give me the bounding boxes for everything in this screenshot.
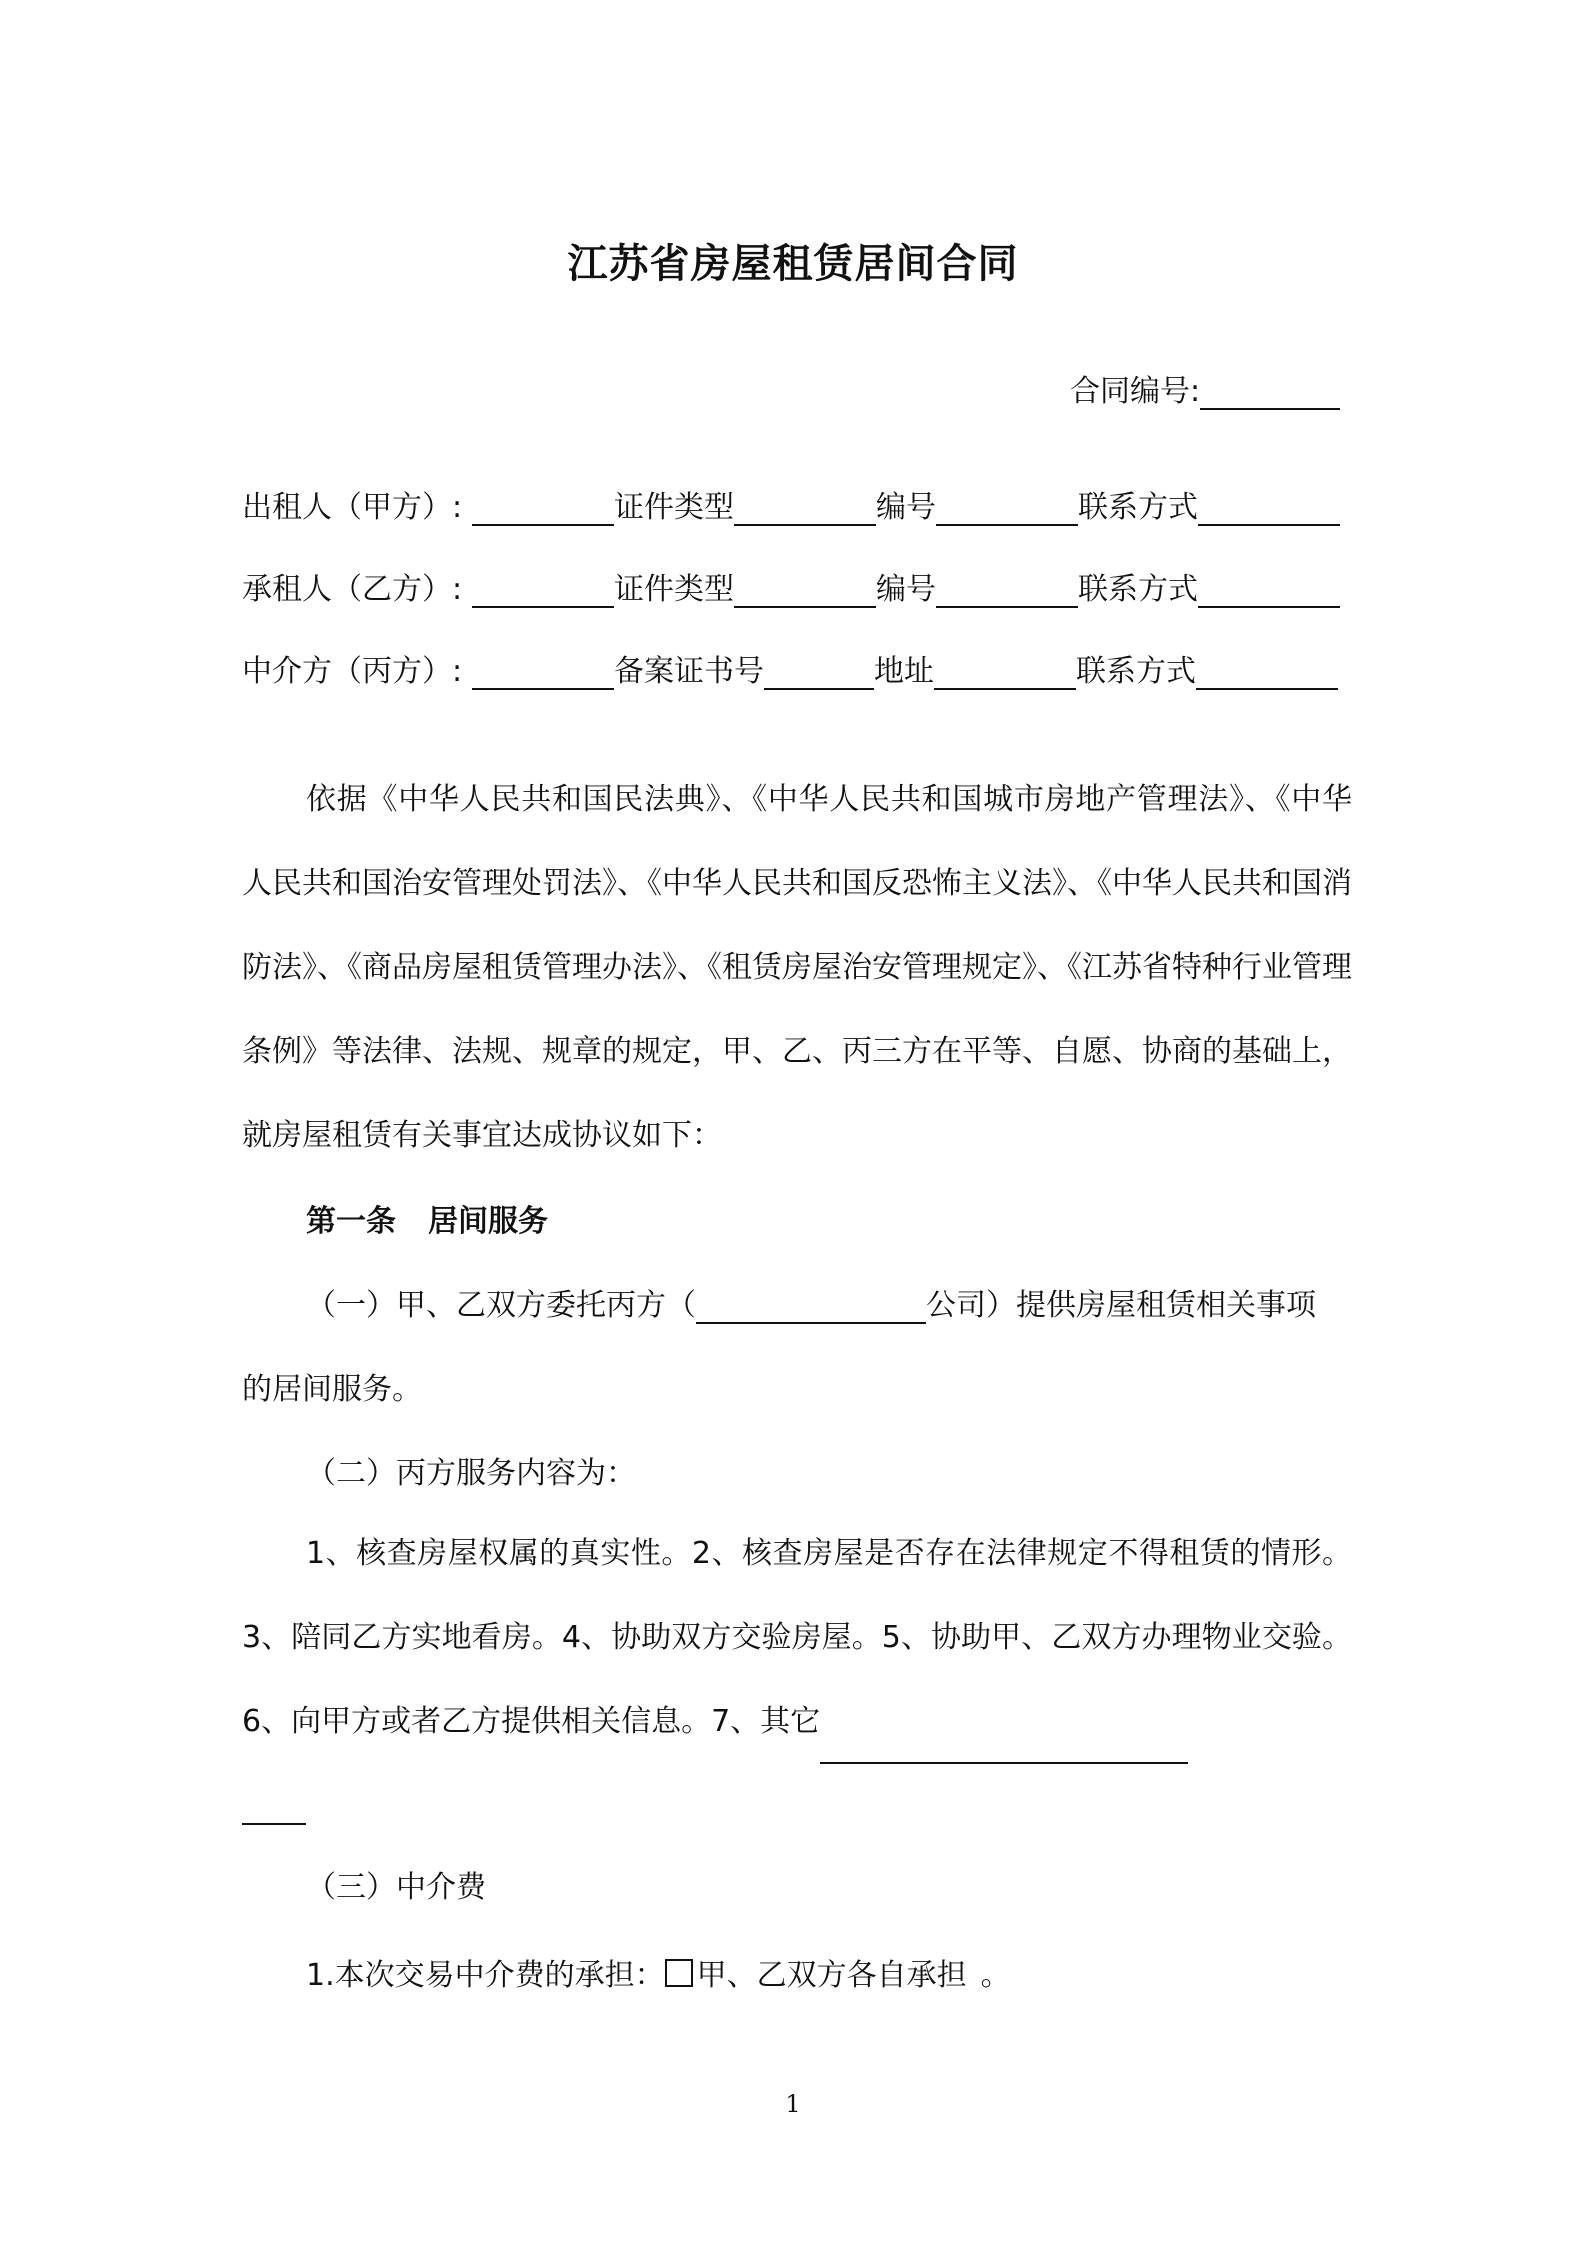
contract-number-blank [1200, 378, 1340, 410]
party-field-1-blank [734, 576, 876, 608]
party-row-lessor [242, 482, 1340, 526]
party-field-1: 备案证书号 [614, 654, 764, 689]
party-field-1-blank [734, 494, 876, 526]
article-name: 居间服务 [428, 1204, 548, 1239]
clause-2-text: 1、核查房屋权属的真实性。2、核查房屋是否存在法律规定不得租赁的情形。3、陪同乙方实地看房。4、协助双方交验房屋。5、协助甲、乙双方办理物业交验。6、向甲方或者乙方提供相关信息。7、其它 [242, 1536, 1352, 1739]
other-services-blank [820, 1732, 1188, 1764]
party-label: 中介方（丙方）: [242, 654, 463, 689]
company-name-blank [696, 1292, 926, 1324]
party-label: 承租人（乙方）: [242, 572, 463, 607]
clause-1-continuation: 的居间服务。 [242, 1372, 422, 1407]
party-field-2-blank [934, 658, 1076, 690]
article-number: 第一条 [306, 1204, 396, 1239]
party-field-3-blank [1196, 658, 1338, 690]
party-field-2-blank [936, 576, 1078, 608]
checkbox-icon[interactable] [665, 1959, 693, 1987]
contract-number-label: 合同编号: [1070, 374, 1201, 409]
party-field-2: 编号 [876, 572, 936, 607]
party-field-3: 联系方式 [1078, 572, 1198, 607]
party-row-agency [242, 646, 1338, 690]
other-services-blank-continuation [242, 1790, 306, 1825]
fee-end: 。 [980, 1958, 1011, 1993]
clause-1 [306, 1280, 1316, 1324]
party-field-3: 联系方式 [1078, 490, 1198, 525]
party-field-1: 证件类型 [614, 572, 734, 607]
clause-2-heading: （二）丙方服务内容为： [306, 1456, 636, 1491]
party-field-2: 编号 [876, 490, 936, 525]
party-name-blank [472, 494, 614, 526]
party-field-1: 证件类型 [614, 490, 734, 525]
party-row-lessee [242, 564, 1340, 608]
fee-option: 甲、乙双方各自承担 [696, 1958, 967, 1993]
party-field-3: 联系方式 [1076, 654, 1196, 689]
contract-number [1070, 366, 1340, 410]
clause-2-body [242, 1512, 1352, 1764]
party-name-blank [472, 658, 614, 690]
party-label: 出租人（甲方）: [242, 490, 463, 525]
party-field-3-blank [1198, 576, 1340, 608]
intro-paragraph: 依据《中华人民共和国民法典》、《中华人民共和国城市房地产管理法》、《中华人民共和国治安管理处罚法》、《中华人民共和国反恐怖主义法》、《中华人民共和国消防法》、《商品房屋租赁管理办法》、《租赁房屋治安管理规定》、《江苏省特种行业管理条例》等法律、法规、规章的规定，甲、乙、丙三方在平等、自愿、协商的基础上，就房屋租赁有关事宜达成协议如下： [242, 782, 1352, 1153]
party-field-3-blank [1198, 494, 1340, 526]
clause-1-prefix: （一）甲、乙双方委托丙方（ [306, 1288, 696, 1323]
article-heading [306, 1196, 548, 1240]
party-field-2-blank [936, 494, 1078, 526]
party-name-blank [472, 576, 614, 608]
fee-line [306, 1950, 1011, 1994]
clause-3-heading: （三）中介费 [306, 1870, 486, 1905]
document-title: 江苏省房屋租赁居间合同 [567, 241, 1019, 287]
clause-1-suffix: 公司）提供房屋租赁相关事项 [926, 1288, 1316, 1323]
fee-prefix: 1.本次交易中介费的承担： [306, 1958, 665, 1993]
page-number: 1 [785, 2090, 801, 2118]
party-field-2: 地址 [874, 654, 934, 689]
party-field-1-blank [764, 658, 874, 690]
